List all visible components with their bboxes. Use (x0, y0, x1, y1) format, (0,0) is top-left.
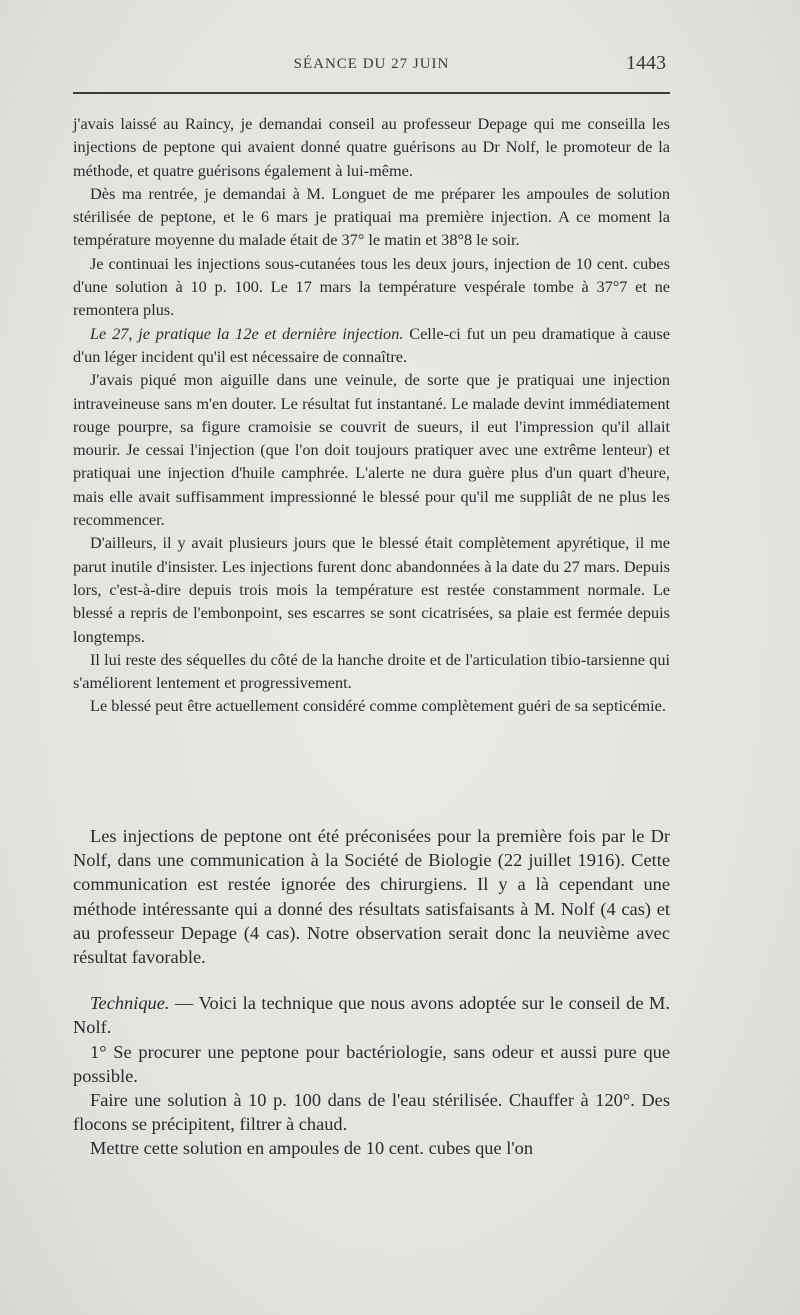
discussion-text (73, 824, 670, 1161)
paragraph-2: Dès ma rentrée, je demandai à M. Longuet de me préparer les ampoules de solution stérilisée de peptone, et le 6 mars je pratiquai ma première injection. A ce moment la température moyenne du malade était de 37° le matin et 38°8 le soir. (73, 183, 670, 250)
observation-text (73, 112, 670, 718)
paragraph-6: D'ailleurs, il y avait plusieurs jours que le blessé était complètement apyrétique, il me parut inutile d'insister. Les injections furent donc abandonnées à la date du 27 mars. Depuis lors, c'est-à-dire depuis trois mois la température est restée constamment normale. Le blessé a repris de l'embonpoint, ses escarres se sont cicatrisées, sa plaie est fermée depuis longtemps. (73, 533, 670, 646)
paragraph-8: Le blessé peut être actuellement considéré comme complètement guéri de sa septicémie. (90, 696, 666, 716)
paragraph-7: Il lui reste des séquelles du côté de la hanche droite et de l'articulation tibio-tarsienne qui s'améliorent lentement et progressivement. (73, 649, 670, 693)
paragraph-3: Je continuai les injections sous-cutanées tous les deux jours, injection de 10 cent. cubes d'une solution à 10 p. 100. Le 17 mars la température vespérale tombe à 37°7 et ne remontera plus. (73, 253, 670, 320)
paragraph-technique: Technique. — Voici la technique que nous avons adoptée sur le conseil de M. Nolf. (73, 993, 670, 1038)
italic-lead: Le 27, je pratique la 12e et dernière injection. (90, 323, 404, 343)
running-head: SÉANCE DU 27 JUIN (293, 56, 450, 72)
paragraph-9: Les injections de peptone ont été préconisées pour la première fois par le Dr Nolf, dans une communication à la Société de Biologie (22 juillet 1916). Cette communication est restée ignorée des chirurgiens. Il y a là cependant une méthode intéressante qui a donné des résultats satisfaisants à M. Nolf (4 cas) et au professeur Depage (4 cas). Notre observation serait donc la neuvième avec résultat favorable. (73, 826, 670, 968)
page-header (73, 52, 670, 82)
paragraph-1: j'avais laissé au Raincy, je demandai conseil au professeur Depage qui me conseilla les injections de peptone qui avaient donné quatre guérisons au Dr Nolf, le promoteur de la méthode, et quatre guérisons également à lui-même. (73, 114, 670, 180)
italic-lead: Technique. (90, 993, 170, 1014)
page-number: 1443 (626, 52, 666, 74)
paragraph-5: J'avais piqué mon aiguille dans une veinule, de sorte que je pratiquai une injection intraveineuse sans m'en douter. Le résultat fut instantané. Le malade devint immédiatement rouge pourpre, sa figure cramoisie se couvrit de sueurs, il eut l'impression qu'il allait mourir. Je cessai l'injection (que l'on doit toujours pratiquer avec une extrême lenteur) et pratiquai une injection d'huile camphrée. L'alerte ne dura guère plus d'un quart d'heure, mais elle avait suffisamment impressionné le blessé pour qu'il me suppliât de ne plus les recommencer. (73, 370, 670, 530)
paragraph-4: Le 27, je pratique la 12e et dernière injection. Celle-ci fut un peu dramatique à cause d'un léger incident qu'il est nécessaire de connaître. (73, 323, 670, 366)
header-rule (73, 92, 670, 94)
paragraph-step-1: 1° Se procurer une peptone pour bactériologie, sans odeur et aussi pure que possible. (73, 1041, 670, 1086)
paragraph-solution: Faire une solution à 10 p. 100 dans de l'eau stérilisée. Chauffer à 120°. Des flocons se précipitent, filtrer à chaud. (73, 1090, 670, 1135)
paragraph-ampoules: Mettre cette solution en ampoules de 10 cent. cubes que l'on (90, 1138, 534, 1159)
